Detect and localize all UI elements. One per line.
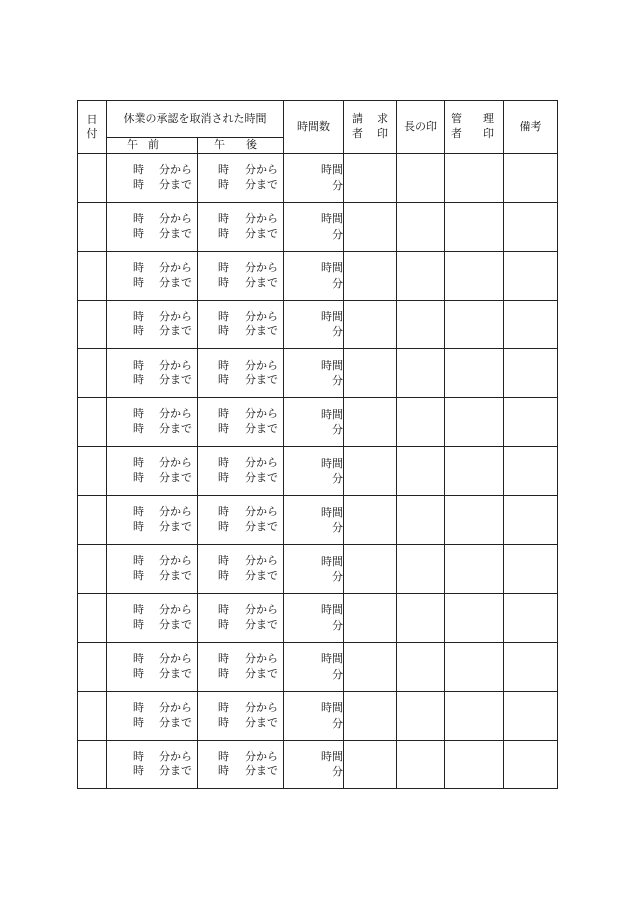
hours-label: 時間 — [321, 358, 343, 372]
hours-cell[interactable] — [284, 153, 344, 202]
pm-from-minute: 分から — [245, 407, 278, 421]
remarks-cell[interactable] — [504, 691, 558, 740]
chief-seal-cell[interactable] — [397, 398, 445, 447]
remarks-cell[interactable] — [504, 447, 558, 496]
am-until-minute: 分まで — [159, 373, 192, 387]
date-cell[interactable] — [78, 398, 107, 447]
requester-seal-cell[interactable] — [344, 202, 397, 251]
requester-seal-cell[interactable] — [344, 544, 397, 593]
date-cell[interactable] — [78, 544, 107, 593]
minutes-label: 分 — [332, 667, 343, 681]
table-row — [78, 202, 558, 251]
pm-from-hour: 時 — [218, 700, 229, 714]
am-until-minute: 分まで — [159, 666, 192, 680]
hours-label: 時間 — [321, 603, 343, 617]
pm-from-minute: 分から — [245, 211, 278, 225]
pm-from-minute: 分から — [245, 260, 278, 274]
pm-from-minute: 分から — [245, 358, 278, 372]
am-time-cell[interactable] — [107, 398, 198, 447]
pm-time-cell[interactable] — [198, 300, 284, 349]
requester-seal-cell[interactable] — [344, 642, 397, 691]
pm-from-hour: 時 — [218, 358, 229, 372]
chief-seal-cell[interactable] — [397, 251, 445, 300]
pm-time-cell[interactable] — [198, 153, 284, 202]
chief-seal-cell[interactable] — [397, 496, 445, 545]
requester-seal-header — [344, 101, 397, 154]
pm-time-cell[interactable] — [198, 202, 284, 251]
minutes-label: 分 — [332, 325, 343, 339]
am-from-minute: 分から — [159, 505, 192, 519]
requester-seal-cell[interactable] — [344, 593, 397, 642]
hours-cell[interactable] — [284, 349, 344, 398]
am-until-minute: 分まで — [159, 177, 192, 191]
pm-from-minute: 分から — [245, 602, 278, 616]
table-row — [78, 740, 558, 789]
table-row — [78, 349, 558, 398]
pm-from-hour: 時 — [218, 554, 229, 568]
table-row — [78, 398, 558, 447]
table-row — [78, 251, 558, 300]
manager-seal-cell[interactable] — [445, 544, 504, 593]
manager-seal-cell[interactable] — [445, 153, 504, 202]
am-from-minute: 分から — [159, 651, 192, 665]
pm-until-minute: 分まで — [245, 666, 278, 680]
hours-cell[interactable] — [284, 544, 344, 593]
am-time-cell[interactable] — [107, 349, 198, 398]
pm-until-minute: 分まで — [245, 471, 278, 485]
hours-label: 時間 — [321, 212, 343, 226]
remarks-cell[interactable] — [504, 349, 558, 398]
pm-until-hour: 時 — [218, 666, 229, 680]
pm-until-hour: 時 — [218, 226, 229, 240]
minutes-label: 分 — [332, 765, 343, 779]
date-cell[interactable] — [78, 251, 107, 300]
am-from-minute: 分から — [159, 260, 192, 274]
pm-from-minute: 分から — [245, 456, 278, 470]
date-cell[interactable] — [78, 153, 107, 202]
am-time-cell[interactable] — [107, 691, 198, 740]
am-time-cell[interactable] — [107, 496, 198, 545]
pm-until-hour: 時 — [218, 568, 229, 582]
hours-label: 時間 — [321, 750, 343, 764]
am-from-minute: 分から — [159, 358, 192, 372]
am-from-hour: 時 — [133, 211, 144, 225]
pm-from-hour: 時 — [218, 260, 229, 274]
pm-until-minute: 分まで — [245, 715, 278, 729]
manager-seal-header — [445, 101, 504, 154]
pm-from-hour: 時 — [218, 162, 229, 176]
am-until-minute: 分まで — [159, 324, 192, 338]
pm-time-cell[interactable] — [198, 398, 284, 447]
pm-until-hour: 時 — [218, 177, 229, 191]
requester-seal-cell[interactable] — [344, 691, 397, 740]
pm-until-minute: 分まで — [245, 422, 278, 436]
table-row — [78, 593, 558, 642]
manager-seal-cell[interactable] — [445, 398, 504, 447]
manager-char-1: 管 — [451, 112, 462, 126]
pm-from-minute: 分から — [245, 554, 278, 568]
remarks-cell[interactable] — [504, 300, 558, 349]
hours-label: 時間 — [321, 261, 343, 275]
am-until-hour: 時 — [133, 471, 144, 485]
remarks-cell[interactable] — [504, 740, 558, 789]
manager-seal-cell[interactable] — [445, 740, 504, 789]
pm-from-minute: 分から — [245, 749, 278, 763]
date-cell[interactable] — [78, 202, 107, 251]
pm-until-hour: 時 — [218, 520, 229, 534]
pm-time-cell[interactable] — [198, 691, 284, 740]
remarks-cell[interactable] — [504, 398, 558, 447]
hours-cell[interactable] — [284, 202, 344, 251]
am-from-minute: 分から — [159, 456, 192, 470]
am-from-hour: 時 — [133, 260, 144, 274]
am-time-cell[interactable] — [107, 593, 198, 642]
am-from-minute: 分から — [159, 309, 192, 323]
am-from-hour: 時 — [133, 456, 144, 470]
requester-seal-cell[interactable] — [344, 740, 397, 789]
cancelled-time-header: 休業の承認を取消された時間 — [107, 101, 284, 138]
am-from-hour: 時 — [133, 749, 144, 763]
am-from-hour: 時 — [133, 700, 144, 714]
pm-until-minute: 分まで — [245, 177, 278, 191]
am-from-minute: 分から — [159, 554, 192, 568]
pm-from-minute: 分から — [245, 162, 278, 176]
pm-until-hour: 時 — [218, 715, 229, 729]
pm-time-cell[interactable] — [198, 642, 284, 691]
am-from-minute: 分から — [159, 749, 192, 763]
am-time-cell[interactable] — [107, 447, 198, 496]
chief-seal-cell[interactable] — [397, 202, 445, 251]
am-until-minute: 分まで — [159, 520, 192, 534]
pm-time-cell[interactable] — [198, 496, 284, 545]
am-from-hour: 時 — [133, 651, 144, 665]
requester-seal-cell[interactable] — [344, 447, 397, 496]
chief-seal-cell[interactable] — [397, 349, 445, 398]
am-time-cell[interactable] — [107, 642, 198, 691]
minutes-label: 分 — [332, 374, 343, 388]
pm-from-minute: 分から — [245, 309, 278, 323]
am-until-hour: 時 — [133, 324, 144, 338]
requester-char-3: 者 — [352, 126, 363, 140]
table-row — [78, 691, 558, 740]
am-from-minute: 分から — [159, 700, 192, 714]
am-char-1: 午 — [127, 138, 138, 151]
chief-seal-cell[interactable] — [397, 544, 445, 593]
manager-seal-cell[interactable] — [445, 593, 504, 642]
chief-seal-cell[interactable] — [397, 691, 445, 740]
chief-seal-cell[interactable] — [397, 593, 445, 642]
remarks-cell[interactable] — [504, 496, 558, 545]
requester-seal-cell[interactable] — [344, 496, 397, 545]
am-time-cell[interactable] — [107, 740, 198, 789]
pm-from-hour: 時 — [218, 211, 229, 225]
pm-until-minute: 分まで — [245, 617, 278, 631]
minutes-label: 分 — [332, 716, 343, 730]
am-until-hour: 時 — [133, 520, 144, 534]
table-row — [78, 153, 558, 202]
pm-until-minute: 分まで — [245, 568, 278, 582]
pm-char-2: 後 — [246, 138, 257, 151]
pm-until-hour: 時 — [218, 275, 229, 289]
requester-seal-cell[interactable] — [344, 349, 397, 398]
am-until-hour: 時 — [133, 275, 144, 289]
date-header-top: 日 — [86, 113, 98, 127]
pm-time-cell[interactable] — [198, 447, 284, 496]
date-cell[interactable] — [78, 642, 107, 691]
am-until-minute: 分まで — [159, 275, 192, 289]
pm-until-hour: 時 — [218, 373, 229, 387]
chief-seal-cell[interactable] — [397, 642, 445, 691]
manager-char-3: 者 — [451, 126, 462, 140]
table-row — [78, 300, 558, 349]
hours-label: 時間 — [321, 652, 343, 666]
date-header-bottom: 付 — [86, 126, 98, 140]
minutes-label: 分 — [332, 178, 343, 192]
pm-from-hour: 時 — [218, 651, 229, 665]
date-cell[interactable] — [78, 447, 107, 496]
requester-char-4: 印 — [377, 126, 388, 140]
minutes-label: 分 — [332, 472, 343, 486]
am-from-hour: 時 — [133, 162, 144, 176]
manager-char-2: 理 — [483, 112, 494, 126]
chief-seal-header: 長の印 — [397, 101, 445, 154]
pm-time-cell[interactable] — [198, 349, 284, 398]
pm-time-cell[interactable] — [198, 593, 284, 642]
am-time-cell[interactable] — [107, 544, 198, 593]
am-from-hour: 時 — [133, 309, 144, 323]
hours-cell[interactable] — [284, 642, 344, 691]
date-cell[interactable] — [78, 691, 107, 740]
hours-cell[interactable] — [284, 496, 344, 545]
pm-from-hour: 時 — [218, 505, 229, 519]
hours-label: 時間 — [321, 407, 343, 421]
table-row — [78, 544, 558, 593]
chief-seal-cell[interactable] — [397, 153, 445, 202]
pm-until-hour: 時 — [218, 324, 229, 338]
pm-until-minute: 分まで — [245, 275, 278, 289]
minutes-label: 分 — [332, 276, 343, 290]
am-until-minute: 分まで — [159, 226, 192, 240]
minutes-label: 分 — [332, 569, 343, 583]
pm-until-minute: 分まで — [245, 520, 278, 534]
am-until-minute: 分まで — [159, 715, 192, 729]
table-row — [78, 447, 558, 496]
hours-cell[interactable] — [284, 447, 344, 496]
am-from-hour: 時 — [133, 554, 144, 568]
am-from-minute: 分から — [159, 602, 192, 616]
hours-cell[interactable] — [284, 251, 344, 300]
remarks-cell[interactable] — [504, 544, 558, 593]
manager-seal-cell[interactable] — [445, 251, 504, 300]
hours-cell[interactable] — [284, 593, 344, 642]
am-until-hour: 時 — [133, 373, 144, 387]
manager-seal-cell[interactable] — [445, 642, 504, 691]
pm-from-minute: 分から — [245, 651, 278, 665]
manager-char-4: 印 — [483, 126, 494, 140]
requester-seal-cell[interactable] — [344, 153, 397, 202]
pm-until-hour: 時 — [218, 471, 229, 485]
am-char-2: 前 — [148, 138, 159, 151]
pm-from-hour: 時 — [218, 749, 229, 763]
am-until-hour: 時 — [133, 422, 144, 436]
table-row — [78, 642, 558, 691]
hours-cell[interactable] — [284, 691, 344, 740]
chief-seal-cell[interactable] — [397, 300, 445, 349]
pm-header — [198, 138, 284, 154]
remarks-cell[interactable] — [504, 153, 558, 202]
hours-cell[interactable] — [284, 398, 344, 447]
minutes-label: 分 — [332, 618, 343, 632]
requester-seal-cell[interactable] — [344, 300, 397, 349]
minutes-label: 分 — [332, 227, 343, 241]
am-until-hour: 時 — [133, 764, 144, 778]
am-until-hour: 時 — [133, 666, 144, 680]
am-until-hour: 時 — [133, 568, 144, 582]
date-cell[interactable] — [78, 496, 107, 545]
pm-from-hour: 時 — [218, 602, 229, 616]
requester-seal-cell[interactable] — [344, 251, 397, 300]
am-until-hour: 時 — [133, 715, 144, 729]
am-until-minute: 分まで — [159, 471, 192, 485]
pm-until-minute: 分まで — [245, 373, 278, 387]
pm-from-hour: 時 — [218, 309, 229, 323]
minutes-label: 分 — [332, 521, 343, 535]
am-from-minute: 分から — [159, 211, 192, 225]
remarks-cell[interactable] — [504, 202, 558, 251]
date-header — [78, 101, 107, 154]
am-time-cell[interactable] — [107, 153, 198, 202]
pm-until-minute: 分まで — [245, 324, 278, 338]
manager-seal-cell[interactable] — [445, 202, 504, 251]
hours-label: 時間 — [321, 456, 343, 470]
pm-until-hour: 時 — [218, 422, 229, 436]
pm-from-hour: 時 — [218, 456, 229, 470]
am-from-hour: 時 — [133, 505, 144, 519]
pm-from-hour: 時 — [218, 407, 229, 421]
hours-label: 時間 — [321, 701, 343, 715]
am-from-hour: 時 — [133, 358, 144, 372]
remarks-cell[interactable] — [504, 642, 558, 691]
date-cell[interactable] — [78, 300, 107, 349]
am-until-minute: 分まで — [159, 764, 192, 778]
am-until-minute: 分まで — [159, 617, 192, 631]
requester-seal-cell[interactable] — [344, 398, 397, 447]
am-until-hour: 時 — [133, 617, 144, 631]
pm-from-minute: 分から — [245, 505, 278, 519]
date-cell[interactable] — [78, 349, 107, 398]
hours-label: 時間 — [321, 163, 343, 177]
manager-seal-cell[interactable] — [445, 349, 504, 398]
hours-count-header: 時間数 — [284, 101, 344, 154]
pm-time-cell[interactable] — [198, 740, 284, 789]
minutes-label: 分 — [332, 423, 343, 437]
am-time-cell[interactable] — [107, 202, 198, 251]
pm-until-minute: 分まで — [245, 226, 278, 240]
remarks-header: 備考 — [504, 101, 558, 154]
pm-until-hour: 時 — [218, 764, 229, 778]
am-from-hour: 時 — [133, 602, 144, 616]
hours-cell[interactable] — [284, 740, 344, 789]
manager-seal-cell[interactable] — [445, 447, 504, 496]
am-from-minute: 分から — [159, 407, 192, 421]
requester-char-1: 請 — [352, 112, 363, 126]
requester-char-2: 求 — [377, 112, 388, 126]
am-until-hour: 時 — [133, 226, 144, 240]
am-from-hour: 時 — [133, 407, 144, 421]
manager-seal-cell[interactable] — [445, 691, 504, 740]
hours-label: 時間 — [321, 554, 343, 568]
manager-seal-cell[interactable] — [445, 300, 504, 349]
pm-char-1: 午 — [214, 138, 225, 151]
remarks-cell[interactable] — [504, 593, 558, 642]
hours-label: 時間 — [321, 310, 343, 324]
remarks-cell[interactable] — [504, 251, 558, 300]
date-cell[interactable] — [78, 740, 107, 789]
pm-time-cell[interactable] — [198, 251, 284, 300]
chief-seal-cell[interactable] — [397, 447, 445, 496]
manager-seal-cell[interactable] — [445, 496, 504, 545]
am-time-cell[interactable] — [107, 300, 198, 349]
am-header — [107, 138, 198, 154]
chief-seal-cell[interactable] — [397, 740, 445, 789]
am-from-minute: 分から — [159, 162, 192, 176]
pm-until-minute: 分まで — [245, 764, 278, 778]
table-row — [78, 496, 558, 545]
am-until-hour: 時 — [133, 177, 144, 191]
leave-cancellation-table — [77, 100, 558, 789]
hours-cell[interactable] — [284, 300, 344, 349]
am-until-minute: 分まで — [159, 568, 192, 582]
am-time-cell[interactable] — [107, 251, 198, 300]
pm-until-hour: 時 — [218, 617, 229, 631]
hours-label: 時間 — [321, 505, 343, 519]
am-until-minute: 分まで — [159, 422, 192, 436]
pm-time-cell[interactable] — [198, 544, 284, 593]
date-cell[interactable] — [78, 593, 107, 642]
pm-from-minute: 分から — [245, 700, 278, 714]
